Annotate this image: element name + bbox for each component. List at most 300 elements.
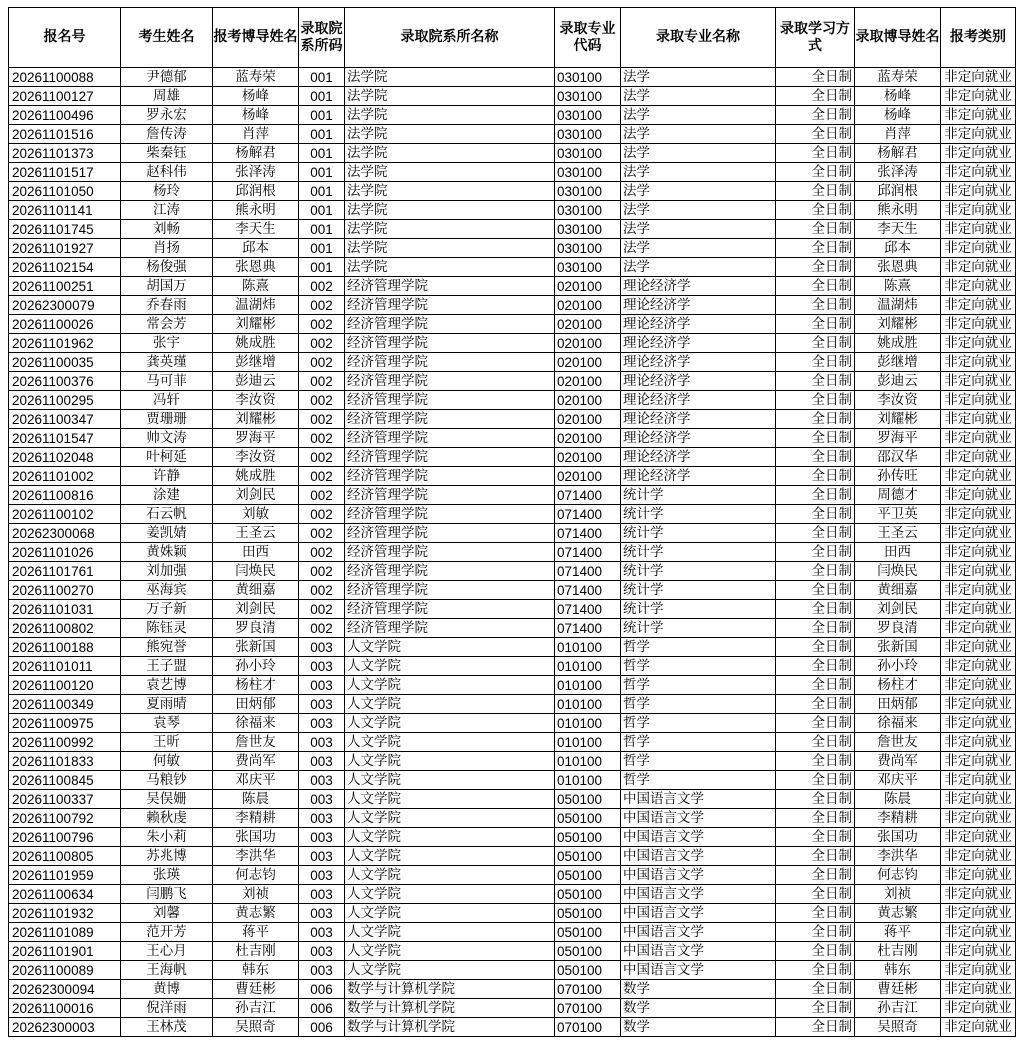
table-row	[9, 144, 1016, 163]
cell-applied-supervisor: 吴照奇	[213, 1018, 299, 1037]
cell-major-name: 中国语言文学	[621, 866, 776, 885]
cell-dept-code: 001	[299, 182, 345, 201]
table-row	[9, 600, 1016, 619]
cell-applied-supervisor: 杨柱才	[213, 676, 299, 695]
cell-dept-code: 003	[299, 885, 345, 904]
cell-candidate-name: 王海帆	[121, 961, 213, 980]
cell-major-code: 070100	[555, 1018, 621, 1037]
cell-applied-supervisor: 杜吉刚	[213, 942, 299, 961]
cell-dept-name: 经济管理学院	[345, 543, 555, 562]
cell-major-name: 理论经济学	[621, 467, 776, 486]
cell-study-mode: 全日制	[776, 391, 855, 410]
cell-study-mode: 全日制	[776, 486, 855, 505]
cell-major-code: 071400	[555, 562, 621, 581]
cell-study-mode: 全日制	[776, 106, 855, 125]
cell-applied-supervisor: 彭迪云	[213, 372, 299, 391]
cell-major-code: 010100	[555, 695, 621, 714]
table-row	[9, 828, 1016, 847]
cell-candidate-name: 巫海宾	[121, 581, 213, 600]
table-row	[9, 486, 1016, 505]
cell-study-mode: 全日制	[776, 904, 855, 923]
cell-category: 非定向就业	[941, 581, 1016, 600]
cell-candidate-name: 柴秦钰	[121, 144, 213, 163]
cell-major-name: 中国语言文学	[621, 847, 776, 866]
cell-registration-no: 20261101516	[9, 125, 121, 144]
cell-dept-name: 经济管理学院	[345, 391, 555, 410]
cell-major-name: 哲学	[621, 752, 776, 771]
cell-applied-supervisor: 费尚军	[213, 752, 299, 771]
cell-admitted-supervisor: 田西	[855, 543, 941, 562]
cell-candidate-name: 刘馨	[121, 904, 213, 923]
cell-admitted-supervisor: 刘耀彬	[855, 315, 941, 334]
cell-study-mode: 全日制	[776, 144, 855, 163]
cell-dept-name: 法学院	[345, 87, 555, 106]
cell-major-name: 中国语言文学	[621, 961, 776, 980]
cell-registration-no: 20261101373	[9, 144, 121, 163]
header-row	[9, 8, 1016, 68]
cell-candidate-name: 涂建	[121, 486, 213, 505]
cell-category: 非定向就业	[941, 1018, 1016, 1037]
table-row	[9, 1018, 1016, 1037]
cell-candidate-name: 王子盟	[121, 657, 213, 676]
cell-study-mode: 全日制	[776, 866, 855, 885]
cell-registration-no: 20261100270	[9, 581, 121, 600]
cell-admitted-supervisor: 邵汉华	[855, 448, 941, 467]
cell-category: 非定向就业	[941, 752, 1016, 771]
cell-applied-supervisor: 张泽涛	[213, 163, 299, 182]
cell-dept-code: 002	[299, 543, 345, 562]
cell-study-mode: 全日制	[776, 676, 855, 695]
cell-registration-no: 20261100347	[9, 410, 121, 429]
cell-applied-supervisor: 陈熹	[213, 277, 299, 296]
cell-registration-no: 20261100992	[9, 733, 121, 752]
cell-registration-no: 20261100337	[9, 790, 121, 809]
cell-study-mode: 全日制	[776, 543, 855, 562]
table-row	[9, 182, 1016, 201]
cell-study-mode: 全日制	[776, 980, 855, 999]
cell-dept-name: 经济管理学院	[345, 372, 555, 391]
cell-study-mode: 全日制	[776, 353, 855, 372]
cell-applied-supervisor: 杨峰	[213, 106, 299, 125]
cell-applied-supervisor: 彭继增	[213, 353, 299, 372]
cell-admitted-supervisor: 李洪华	[855, 847, 941, 866]
cell-candidate-name: 张宇	[121, 334, 213, 353]
cell-admitted-supervisor: 孙小玲	[855, 657, 941, 676]
cell-dept-code: 002	[299, 581, 345, 600]
table-row	[9, 220, 1016, 239]
cell-candidate-name: 杨玲	[121, 182, 213, 201]
cell-dept-name: 法学院	[345, 220, 555, 239]
table-row	[9, 87, 1016, 106]
cell-applied-supervisor: 蓝寿荣	[213, 68, 299, 87]
cell-candidate-name: 叶柯延	[121, 448, 213, 467]
table-row	[9, 980, 1016, 999]
cell-admitted-supervisor: 彭继增	[855, 353, 941, 372]
cell-major-name: 数学	[621, 999, 776, 1018]
cell-dept-name: 人文学院	[345, 809, 555, 828]
cell-dept-code: 003	[299, 638, 345, 657]
cell-major-code: 050100	[555, 790, 621, 809]
cell-applied-supervisor: 李汝资	[213, 448, 299, 467]
cell-major-code: 010100	[555, 733, 621, 752]
cell-major-code: 030100	[555, 220, 621, 239]
cell-applied-supervisor: 肖萍	[213, 125, 299, 144]
cell-category: 非定向就业	[941, 315, 1016, 334]
cell-study-mode: 全日制	[776, 562, 855, 581]
cell-dept-name: 法学院	[345, 201, 555, 220]
cell-registration-no: 20262300094	[9, 980, 121, 999]
cell-dept-code: 001	[299, 239, 345, 258]
cell-admitted-supervisor: 吴照奇	[855, 1018, 941, 1037]
cell-major-code: 010100	[555, 771, 621, 790]
cell-major-code: 070100	[555, 980, 621, 999]
cell-dept-name: 人文学院	[345, 942, 555, 961]
cell-major-code: 020100	[555, 391, 621, 410]
cell-candidate-name: 贾珊珊	[121, 410, 213, 429]
cell-major-name: 法学	[621, 258, 776, 277]
cell-study-mode: 全日制	[776, 961, 855, 980]
cell-applied-supervisor: 刘剑民	[213, 600, 299, 619]
table-row	[9, 391, 1016, 410]
cell-dept-code: 001	[299, 201, 345, 220]
header-dept-name: 录取院系所名称	[345, 8, 555, 68]
cell-admitted-supervisor: 杜吉刚	[855, 942, 941, 961]
cell-study-mode: 全日制	[776, 771, 855, 790]
cell-category: 非定向就业	[941, 163, 1016, 182]
cell-major-code: 020100	[555, 277, 621, 296]
cell-admitted-supervisor: 姚成胜	[855, 334, 941, 353]
table-row	[9, 524, 1016, 543]
cell-major-name: 统计学	[621, 619, 776, 638]
table-row	[9, 923, 1016, 942]
cell-major-name: 法学	[621, 68, 776, 87]
cell-major-code: 020100	[555, 448, 621, 467]
cell-dept-name: 法学院	[345, 125, 555, 144]
cell-major-name: 理论经济学	[621, 410, 776, 429]
cell-applied-supervisor: 李精耕	[213, 809, 299, 828]
cell-major-name: 理论经济学	[621, 315, 776, 334]
cell-study-mode: 全日制	[776, 524, 855, 543]
cell-dept-name: 人文学院	[345, 714, 555, 733]
cell-category: 非定向就业	[941, 733, 1016, 752]
cell-dept-code: 003	[299, 695, 345, 714]
cell-registration-no: 20261101011	[9, 657, 121, 676]
cell-applied-supervisor: 孙吉江	[213, 999, 299, 1018]
cell-study-mode: 全日制	[776, 581, 855, 600]
cell-major-name: 理论经济学	[621, 372, 776, 391]
cell-dept-code: 002	[299, 448, 345, 467]
cell-major-code: 020100	[555, 296, 621, 315]
cell-registration-no: 20261100802	[9, 619, 121, 638]
cell-registration-no: 20261100251	[9, 277, 121, 296]
cell-major-name: 理论经济学	[621, 296, 776, 315]
cell-applied-supervisor: 张新国	[213, 638, 299, 657]
cell-major-name: 中国语言文学	[621, 885, 776, 904]
table-row	[9, 106, 1016, 125]
cell-candidate-name: 尹德郁	[121, 68, 213, 87]
cell-registration-no: 20261100026	[9, 315, 121, 334]
table-row	[9, 752, 1016, 771]
cell-category: 非定向就业	[941, 334, 1016, 353]
cell-registration-no: 20261100088	[9, 68, 121, 87]
cell-category: 非定向就业	[941, 106, 1016, 125]
cell-dept-name: 法学院	[345, 106, 555, 125]
cell-registration-no: 20261100975	[9, 714, 121, 733]
cell-registration-no: 20262300003	[9, 1018, 121, 1037]
cell-registration-no: 20261100376	[9, 372, 121, 391]
admission-table	[8, 7, 1016, 1037]
cell-study-mode: 全日制	[776, 182, 855, 201]
cell-applied-supervisor: 何志钧	[213, 866, 299, 885]
cell-study-mode: 全日制	[776, 201, 855, 220]
cell-major-name: 统计学	[621, 600, 776, 619]
cell-candidate-name: 陈钰灵	[121, 619, 213, 638]
cell-study-mode: 全日制	[776, 410, 855, 429]
cell-major-code: 071400	[555, 581, 621, 600]
cell-major-name: 法学	[621, 182, 776, 201]
cell-candidate-name: 王心月	[121, 942, 213, 961]
cell-registration-no: 20261101745	[9, 220, 121, 239]
cell-study-mode: 全日制	[776, 467, 855, 486]
cell-registration-no: 20261101026	[9, 543, 121, 562]
cell-dept-name: 经济管理学院	[345, 600, 555, 619]
table-row	[9, 372, 1016, 391]
cell-dept-name: 人文学院	[345, 847, 555, 866]
cell-major-name: 哲学	[621, 771, 776, 790]
cell-major-code: 010100	[555, 638, 621, 657]
cell-registration-no: 20261101761	[9, 562, 121, 581]
cell-major-name: 统计学	[621, 486, 776, 505]
cell-admitted-supervisor: 徐福来	[855, 714, 941, 733]
cell-study-mode: 全日制	[776, 429, 855, 448]
cell-major-code: 071400	[555, 524, 621, 543]
table-row	[9, 562, 1016, 581]
cell-applied-supervisor: 杨解君	[213, 144, 299, 163]
cell-dept-name: 经济管理学院	[345, 277, 555, 296]
cell-registration-no: 20262300068	[9, 524, 121, 543]
cell-dept-code: 003	[299, 657, 345, 676]
cell-candidate-name: 王昕	[121, 733, 213, 752]
cell-applied-supervisor: 闫焕民	[213, 562, 299, 581]
cell-major-code: 050100	[555, 904, 621, 923]
cell-registration-no: 20261100035	[9, 353, 121, 372]
cell-registration-no: 20261101089	[9, 923, 121, 942]
cell-candidate-name: 赖秋虔	[121, 809, 213, 828]
cell-registration-no: 20261101050	[9, 182, 121, 201]
cell-category: 非定向就业	[941, 809, 1016, 828]
cell-candidate-name: 倪洋雨	[121, 999, 213, 1018]
cell-dept-name: 数学与计算机学院	[345, 980, 555, 999]
cell-study-mode: 全日制	[776, 296, 855, 315]
table-row	[9, 847, 1016, 866]
cell-major-code: 050100	[555, 961, 621, 980]
cell-study-mode: 全日制	[776, 68, 855, 87]
cell-candidate-name: 江涛	[121, 201, 213, 220]
cell-applied-supervisor: 罗良清	[213, 619, 299, 638]
cell-major-code: 071400	[555, 505, 621, 524]
cell-candidate-name: 姜凯婧	[121, 524, 213, 543]
table-row	[9, 410, 1016, 429]
cell-study-mode: 全日制	[776, 714, 855, 733]
cell-admitted-supervisor: 蒋平	[855, 923, 941, 942]
cell-study-mode: 全日制	[776, 87, 855, 106]
cell-category: 非定向就业	[941, 543, 1016, 562]
cell-dept-code: 003	[299, 752, 345, 771]
cell-study-mode: 全日制	[776, 619, 855, 638]
cell-candidate-name: 肖扬	[121, 239, 213, 258]
cell-dept-code: 001	[299, 163, 345, 182]
cell-category: 非定向就业	[941, 258, 1016, 277]
cell-registration-no: 20261100349	[9, 695, 121, 714]
cell-applied-supervisor: 姚成胜	[213, 334, 299, 353]
cell-dept-name: 人文学院	[345, 657, 555, 676]
cell-study-mode: 全日制	[776, 1018, 855, 1037]
table-row	[9, 68, 1016, 87]
cell-dept-name: 人文学院	[345, 904, 555, 923]
cell-major-name: 中国语言文学	[621, 790, 776, 809]
cell-category: 非定向就业	[941, 448, 1016, 467]
cell-admitted-supervisor: 罗良清	[855, 619, 941, 638]
cell-dept-code: 001	[299, 68, 345, 87]
cell-dept-name: 人文学院	[345, 638, 555, 657]
cell-admitted-supervisor: 田炳郁	[855, 695, 941, 714]
cell-registration-no: 20261100102	[9, 505, 121, 524]
cell-category: 非定向就业	[941, 524, 1016, 543]
cell-category: 非定向就业	[941, 847, 1016, 866]
cell-admitted-supervisor: 刘祯	[855, 885, 941, 904]
table-row	[9, 771, 1016, 790]
cell-study-mode: 全日制	[776, 239, 855, 258]
cell-admitted-supervisor: 杨解君	[855, 144, 941, 163]
cell-major-code: 050100	[555, 923, 621, 942]
cell-registration-no: 20261100016	[9, 999, 121, 1018]
cell-dept-name: 人文学院	[345, 866, 555, 885]
cell-category: 非定向就业	[941, 562, 1016, 581]
cell-candidate-name: 刘加强	[121, 562, 213, 581]
cell-dept-name: 经济管理学院	[345, 486, 555, 505]
cell-major-name: 数学	[621, 980, 776, 999]
cell-candidate-name: 张瑛	[121, 866, 213, 885]
cell-major-code: 020100	[555, 334, 621, 353]
cell-major-code: 030100	[555, 182, 621, 201]
table-row	[9, 961, 1016, 980]
cell-major-code: 020100	[555, 467, 621, 486]
cell-dept-code: 003	[299, 866, 345, 885]
cell-category: 非定向就业	[941, 828, 1016, 847]
cell-dept-code: 002	[299, 600, 345, 619]
cell-registration-no: 20261102154	[9, 258, 121, 277]
cell-study-mode: 全日制	[776, 847, 855, 866]
cell-category: 非定向就业	[941, 790, 1016, 809]
cell-registration-no: 20261100089	[9, 961, 121, 980]
cell-dept-name: 经济管理学院	[345, 505, 555, 524]
cell-applied-supervisor: 詹世友	[213, 733, 299, 752]
cell-major-code: 020100	[555, 353, 621, 372]
cell-candidate-name: 杨俊强	[121, 258, 213, 277]
cell-study-mode: 全日制	[776, 657, 855, 676]
cell-registration-no: 20261101927	[9, 239, 121, 258]
table-row	[9, 543, 1016, 562]
cell-candidate-name: 帅文涛	[121, 429, 213, 448]
cell-dept-code: 003	[299, 847, 345, 866]
cell-study-mode: 全日制	[776, 809, 855, 828]
cell-dept-name: 法学院	[345, 258, 555, 277]
table-body	[9, 68, 1016, 1037]
cell-study-mode: 全日制	[776, 695, 855, 714]
cell-candidate-name: 罗永宏	[121, 106, 213, 125]
cell-study-mode: 全日制	[776, 372, 855, 391]
table-row	[9, 695, 1016, 714]
cell-dept-code: 003	[299, 961, 345, 980]
cell-dept-name: 人文学院	[345, 676, 555, 695]
cell-registration-no: 20261102048	[9, 448, 121, 467]
cell-candidate-name: 何敏	[121, 752, 213, 771]
header-major-code: 录取专业代码	[555, 8, 621, 68]
cell-applied-supervisor: 邱本	[213, 239, 299, 258]
cell-registration-no: 20261101141	[9, 201, 121, 220]
cell-category: 非定向就业	[941, 999, 1016, 1018]
cell-major-code: 050100	[555, 866, 621, 885]
cell-category: 非定向就业	[941, 961, 1016, 980]
cell-admitted-supervisor: 张国功	[855, 828, 941, 847]
cell-candidate-name: 袁艺博	[121, 676, 213, 695]
cell-category: 非定向就业	[941, 467, 1016, 486]
cell-dept-code: 002	[299, 429, 345, 448]
cell-dept-code: 003	[299, 904, 345, 923]
table-row	[9, 448, 1016, 467]
cell-dept-code: 002	[299, 505, 345, 524]
cell-study-mode: 全日制	[776, 448, 855, 467]
cell-major-name: 理论经济学	[621, 391, 776, 410]
cell-dept-name: 数学与计算机学院	[345, 1018, 555, 1037]
cell-category: 非定向就业	[941, 239, 1016, 258]
cell-applied-supervisor: 刘祯	[213, 885, 299, 904]
table-row	[9, 201, 1016, 220]
cell-category: 非定向就业	[941, 486, 1016, 505]
cell-dept-name: 法学院	[345, 182, 555, 201]
table-row	[9, 904, 1016, 923]
cell-category: 非定向就业	[941, 885, 1016, 904]
cell-dept-name: 法学院	[345, 144, 555, 163]
cell-study-mode: 全日制	[776, 790, 855, 809]
cell-dept-code: 002	[299, 372, 345, 391]
cell-dept-name: 经济管理学院	[345, 334, 555, 353]
cell-applied-supervisor: 邓庆平	[213, 771, 299, 790]
cell-registration-no: 20261101002	[9, 467, 121, 486]
cell-admitted-supervisor: 周德才	[855, 486, 941, 505]
cell-admitted-supervisor: 罗海平	[855, 429, 941, 448]
cell-admitted-supervisor: 黄细嘉	[855, 581, 941, 600]
cell-dept-code: 003	[299, 676, 345, 695]
cell-study-mode: 全日制	[776, 600, 855, 619]
table-row	[9, 163, 1016, 182]
cell-major-name: 中国语言文学	[621, 923, 776, 942]
cell-category: 非定向就业	[941, 68, 1016, 87]
cell-major-name: 法学	[621, 106, 776, 125]
cell-major-name: 中国语言文学	[621, 942, 776, 961]
table-row	[9, 505, 1016, 524]
cell-dept-code: 002	[299, 315, 345, 334]
cell-dept-code: 002	[299, 562, 345, 581]
cell-candidate-name: 闫鹏飞	[121, 885, 213, 904]
cell-major-code: 010100	[555, 714, 621, 733]
cell-study-mode: 全日制	[776, 638, 855, 657]
cell-study-mode: 全日制	[776, 220, 855, 239]
cell-dept-code: 002	[299, 619, 345, 638]
table-row	[9, 581, 1016, 600]
cell-major-code: 050100	[555, 847, 621, 866]
cell-candidate-name: 朱小莉	[121, 828, 213, 847]
